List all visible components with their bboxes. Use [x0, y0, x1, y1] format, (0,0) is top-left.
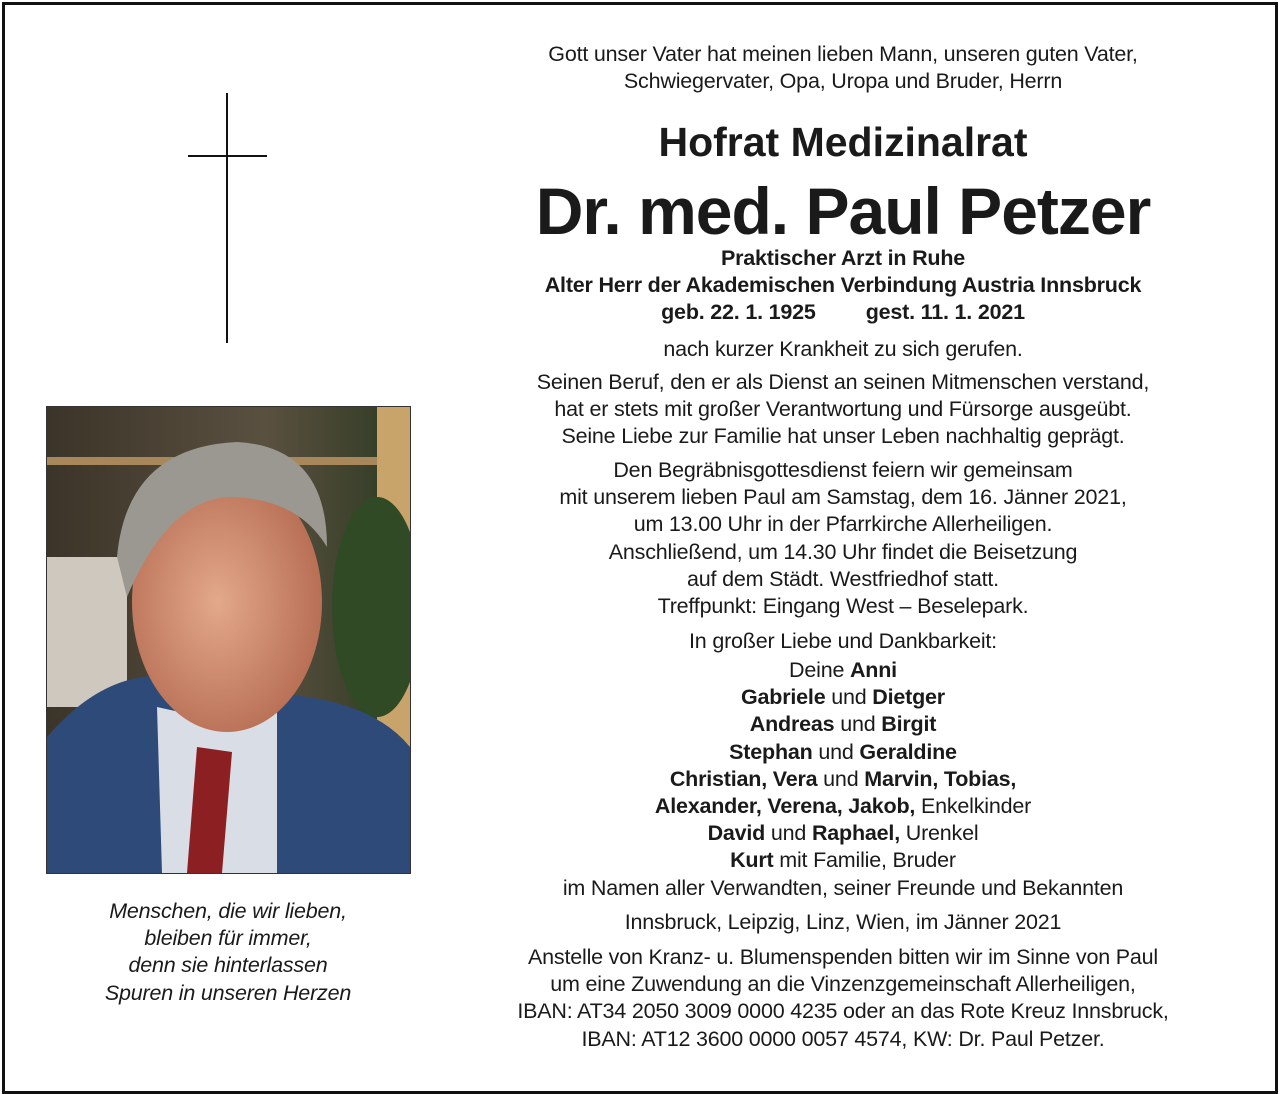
funeral-line: Den Begräbnisgottesdienst feiern wir gemeinsam: [613, 458, 1073, 482]
family-text: Enkelkinder: [915, 794, 1032, 819]
memorial-quote: [40, 898, 416, 1007]
family-text: Urenkel: [899, 821, 979, 846]
family-member-name: Andreas: [749, 712, 835, 737]
funeral-line: um 13.00 Uhr in der Pfarrkirche Allerheiligen.: [633, 512, 1053, 537]
family-text: im Namen aller Verwandten, seiner Freunde und Bekannten: [562, 875, 1124, 900]
funeral-line: auf dem Städt. Westfriedhof statt.: [687, 566, 999, 591]
called-line: [440, 336, 1246, 363]
donation-line: um eine Zuwendung an die Vinzenzgemeinschaft Allerheiligen,: [550, 972, 1136, 997]
family-line: [440, 793, 1246, 820]
family-text: und: [834, 712, 882, 737]
family-member-name: Alexander, Verena, Jakob,: [654, 794, 916, 819]
donation-line: Anstelle von Kranz- u. Blumenspenden bitten wir im Sinne von Paul: [528, 945, 1158, 969]
family-line: [440, 820, 1246, 847]
family-member-name: Kurt: [730, 848, 774, 873]
cross-icon-bar: [188, 155, 267, 157]
family-line: [440, 684, 1246, 711]
place-date: Innsbruck, Leipzig, Linz, Wien, im Jänner 2021: [624, 910, 1062, 934]
subtitle-block: [440, 245, 1246, 327]
family-member-name: Geraldine: [859, 739, 957, 764]
family-member-name: Raphael,: [811, 821, 900, 846]
deceased-name: Dr. med. Paul Petzer: [535, 174, 1151, 248]
gratitude-text: In großer Liebe und Dankbarkeit:: [689, 629, 997, 653]
tribute-line: hat er stets mit großer Verantwortung und Fürsorge ausgeübt.: [554, 397, 1132, 422]
family-line: [440, 847, 1246, 874]
quote-line: denn sie hinterlassen: [128, 953, 328, 978]
family-member-name: Christian, Vera: [669, 766, 818, 791]
quote-line: bleiben für immer,: [144, 926, 312, 951]
family-member-name: David: [707, 821, 766, 846]
quote-line: Spuren in unseren Herzen: [104, 980, 352, 1005]
death-date: gest. 11. 1. 2021: [865, 300, 1025, 325]
family-line: [440, 711, 1246, 738]
birth-date: geb. 22. 1. 1925: [661, 300, 816, 325]
family-text: und: [765, 821, 812, 846]
profession: Praktischer Arzt in Ruhe: [720, 246, 966, 270]
affiliation: Alter Herr der Akademischen Verbindung Austria Innsbruck: [544, 273, 1142, 298]
place-date-line: [440, 909, 1246, 936]
family-member-name: Stephan: [729, 739, 813, 764]
donation-line: IBAN: AT12 3600 0000 0057 4574, KW: Dr. Paul Petzer.: [581, 1026, 1105, 1051]
cross-icon: [226, 93, 228, 343]
donation-request: [440, 944, 1246, 1053]
intro-line: Gott unser Vater hat meinen lieben Mann, unseren guten Vater,: [548, 42, 1138, 66]
intro-text: [440, 41, 1246, 95]
tribute-text: [440, 369, 1246, 451]
family-line: [440, 766, 1246, 793]
family-member-name: Birgit: [881, 712, 937, 737]
quote-line: Menschen, die wir lieben,: [109, 899, 347, 923]
honorific-title: Hofrat Medizinalrat: [658, 119, 1028, 165]
family-member-name: Dietger: [872, 685, 945, 710]
family-text: Deine: [789, 658, 850, 682]
family-line: [440, 875, 1246, 902]
donation-line: IBAN: AT34 2050 3009 0000 4235 oder an das Rote Kreuz Innsbruck,: [517, 999, 1169, 1024]
life-dates: [440, 299, 1246, 326]
family-member-name: Gabriele: [741, 685, 826, 710]
tribute-line: Seine Liebe zur Familie hat unser Leben nachhaltig geprägt.: [561, 424, 1125, 449]
family-member-name: Marvin, Tobias,: [864, 766, 1017, 791]
family-line: [440, 657, 1246, 684]
intro-line: Schwiegervater, Opa, Uropa und Bruder, Herrn: [623, 69, 1063, 94]
family-line: [440, 739, 1246, 766]
funeral-line: Treffpunkt: Eingang West – Beselepark.: [657, 594, 1029, 619]
portrait-photo: [46, 406, 411, 874]
family-text: und: [817, 766, 865, 791]
gratitude-line: [440, 628, 1246, 655]
family-list: [440, 657, 1246, 902]
funeral-details: [440, 457, 1246, 620]
funeral-line: mit unserem lieben Paul am Samstag, dem 16. Jänner 2021,: [559, 485, 1127, 510]
family-text: mit Familie, Bruder: [773, 848, 956, 873]
called-text: nach kurzer Krankheit zu sich gerufen.: [663, 337, 1023, 361]
family-text: und: [825, 685, 873, 710]
funeral-line: Anschließend, um 14.30 Uhr findet die Beisetzung: [608, 539, 1078, 564]
family-member-name: Anni: [849, 658, 897, 682]
tribute-line: Seinen Beruf, den er als Dienst an seinen Mitmenschen verstand,: [536, 370, 1150, 394]
family-text: und: [812, 739, 860, 764]
